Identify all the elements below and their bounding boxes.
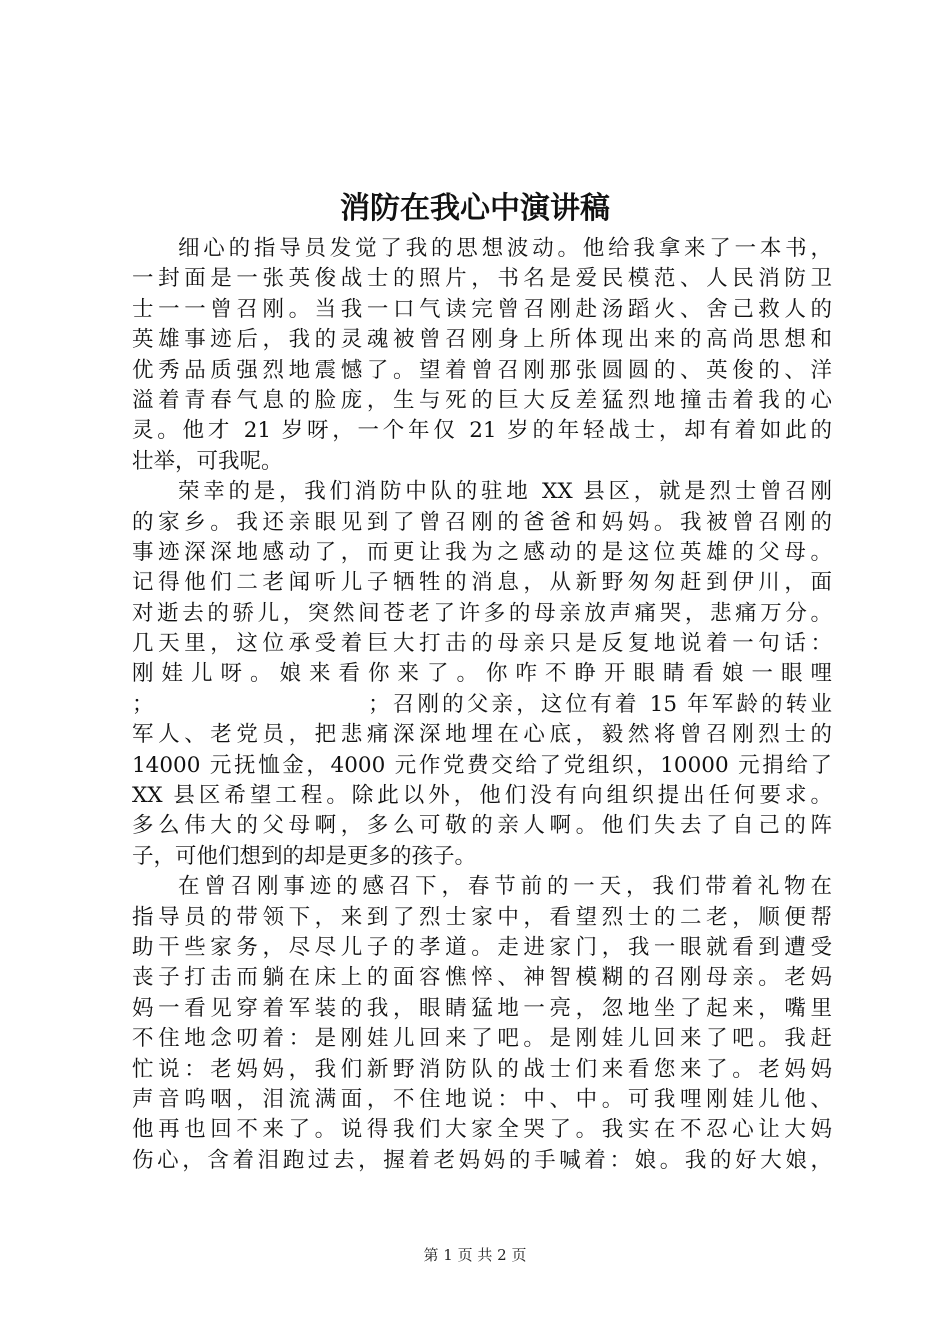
text-line: 多么伟大的父母啊，多么可敬的亲人啊。他们失去了自己的阵 — [132, 813, 832, 839]
text-line: 溢着青春气息的脸庞，生与死的巨大反差猛烈地撞击着我的心 — [132, 387, 832, 413]
text-line: 丧子打击而躺在床上的面容憔悴、神智模糊的召刚母亲。老妈 — [132, 965, 832, 991]
text-line: 声音呜咽，泪流满面，不住地说：中、中。可我哩刚娃儿他、 — [132, 1086, 832, 1112]
document-body — [132, 234, 832, 1176]
text-line: 对逝去的骄儿，突然间苍老了许多的母亲放声痛哭，悲痛万分。 — [132, 600, 832, 626]
text-line: 子，可他们想到的却是更多的孩子。 — [132, 843, 477, 869]
text-line: 指导员的带领下，来到了烈士家中，看望烈士的二老，顺便帮 — [132, 904, 832, 930]
text-line: 助干些家务，尽尽儿子的孝道。走进家门，我一眼就看到遭受 — [132, 934, 832, 960]
text-line: 壮举，可我呢。 — [132, 448, 283, 474]
text-line: 一封面是一张英俊战士的照片，书名是爱民模范、人民消防卫 — [132, 266, 832, 292]
text-line: 细心的指导员发觉了我的思想波动。他给我拿来了一本书， — [178, 236, 832, 261]
text-line: 忙说：老妈妈，我们新野消防队的战士们来看您来了。老妈妈 — [132, 1056, 832, 1082]
text-line: 荣幸的是，我们消防中队的驻地 XX 县区，就是烈士曾召刚 — [178, 479, 832, 505]
text-line: 14000 元抚恤金，4000 元作党费交给了党组织，10000 元捐给了 — [132, 752, 832, 778]
text-line: 记得他们二老闻听儿子牺牲的消息，从新野匆匆赶到伊川，面 — [132, 570, 832, 596]
text-line: XX 县区希望工程。除此以外，他们没有向组织提出任何要求。 — [132, 783, 832, 809]
text-line: 士一一曾召刚。当我一口气读完曾召刚赴汤蹈火、舍己救人的 — [132, 296, 832, 322]
text-line: 刚娃儿呀。娘来看你来了。你咋不睁开眼睛看娘一眼哩 — [132, 661, 832, 687]
text-line: 几天里，这位承受着巨大打击的母亲只是反复地说着一句话： — [132, 631, 832, 657]
text-line: 军人、老党员，把悲痛深深地埋在心底，毅然将曾召刚烈士的 — [132, 722, 832, 748]
text-line: 不住地念叨着：是刚娃儿回来了吧。是刚娃儿回来了吧。我赶 — [132, 1026, 832, 1052]
text-line: 灵。他才 21 岁呀，一个年仅 21 岁的年轻战士，却有着如此的 — [132, 418, 832, 444]
text-line: 的家乡。我还亲眼见到了曾召刚的爸爸和妈妈。我被曾召刚的 — [132, 509, 832, 535]
text-line: 优秀品质强烈地震憾了。望着曾召刚那张圆圆的、英俊的、洋 — [132, 357, 832, 383]
text-line: ； ；召刚的父亲，这位有着 15 年军龄的转业 — [132, 691, 832, 717]
text-line: 英雄事迹后，我的灵魂被曾召刚身上所体现出来的高尚思想和 — [132, 327, 832, 353]
text-line: 妈一看见穿着军装的我，眼睛猛地一亮，忽地坐了起来，嘴里 — [132, 995, 832, 1021]
text-line: 伤心，含着泪跑过去，握着老妈妈的手喊着：娘。我的好大娘， — [132, 1147, 832, 1173]
text-line: 在曾召刚事迹的感召下，春节前的一天，我们带着礼物在 — [178, 874, 832, 900]
text-line: 事迹深深地感动了，而更让我为之感动的是这位英雄的父母。 — [132, 539, 832, 565]
page-footer: 第 1 页 共 2 页 — [423, 1246, 527, 1264]
document-title: 消防在我心中演讲稿 — [340, 191, 610, 226]
text-line: 他再也回不来了。说得我们大家全哭了。我实在不忍心让大妈 — [132, 1117, 832, 1143]
